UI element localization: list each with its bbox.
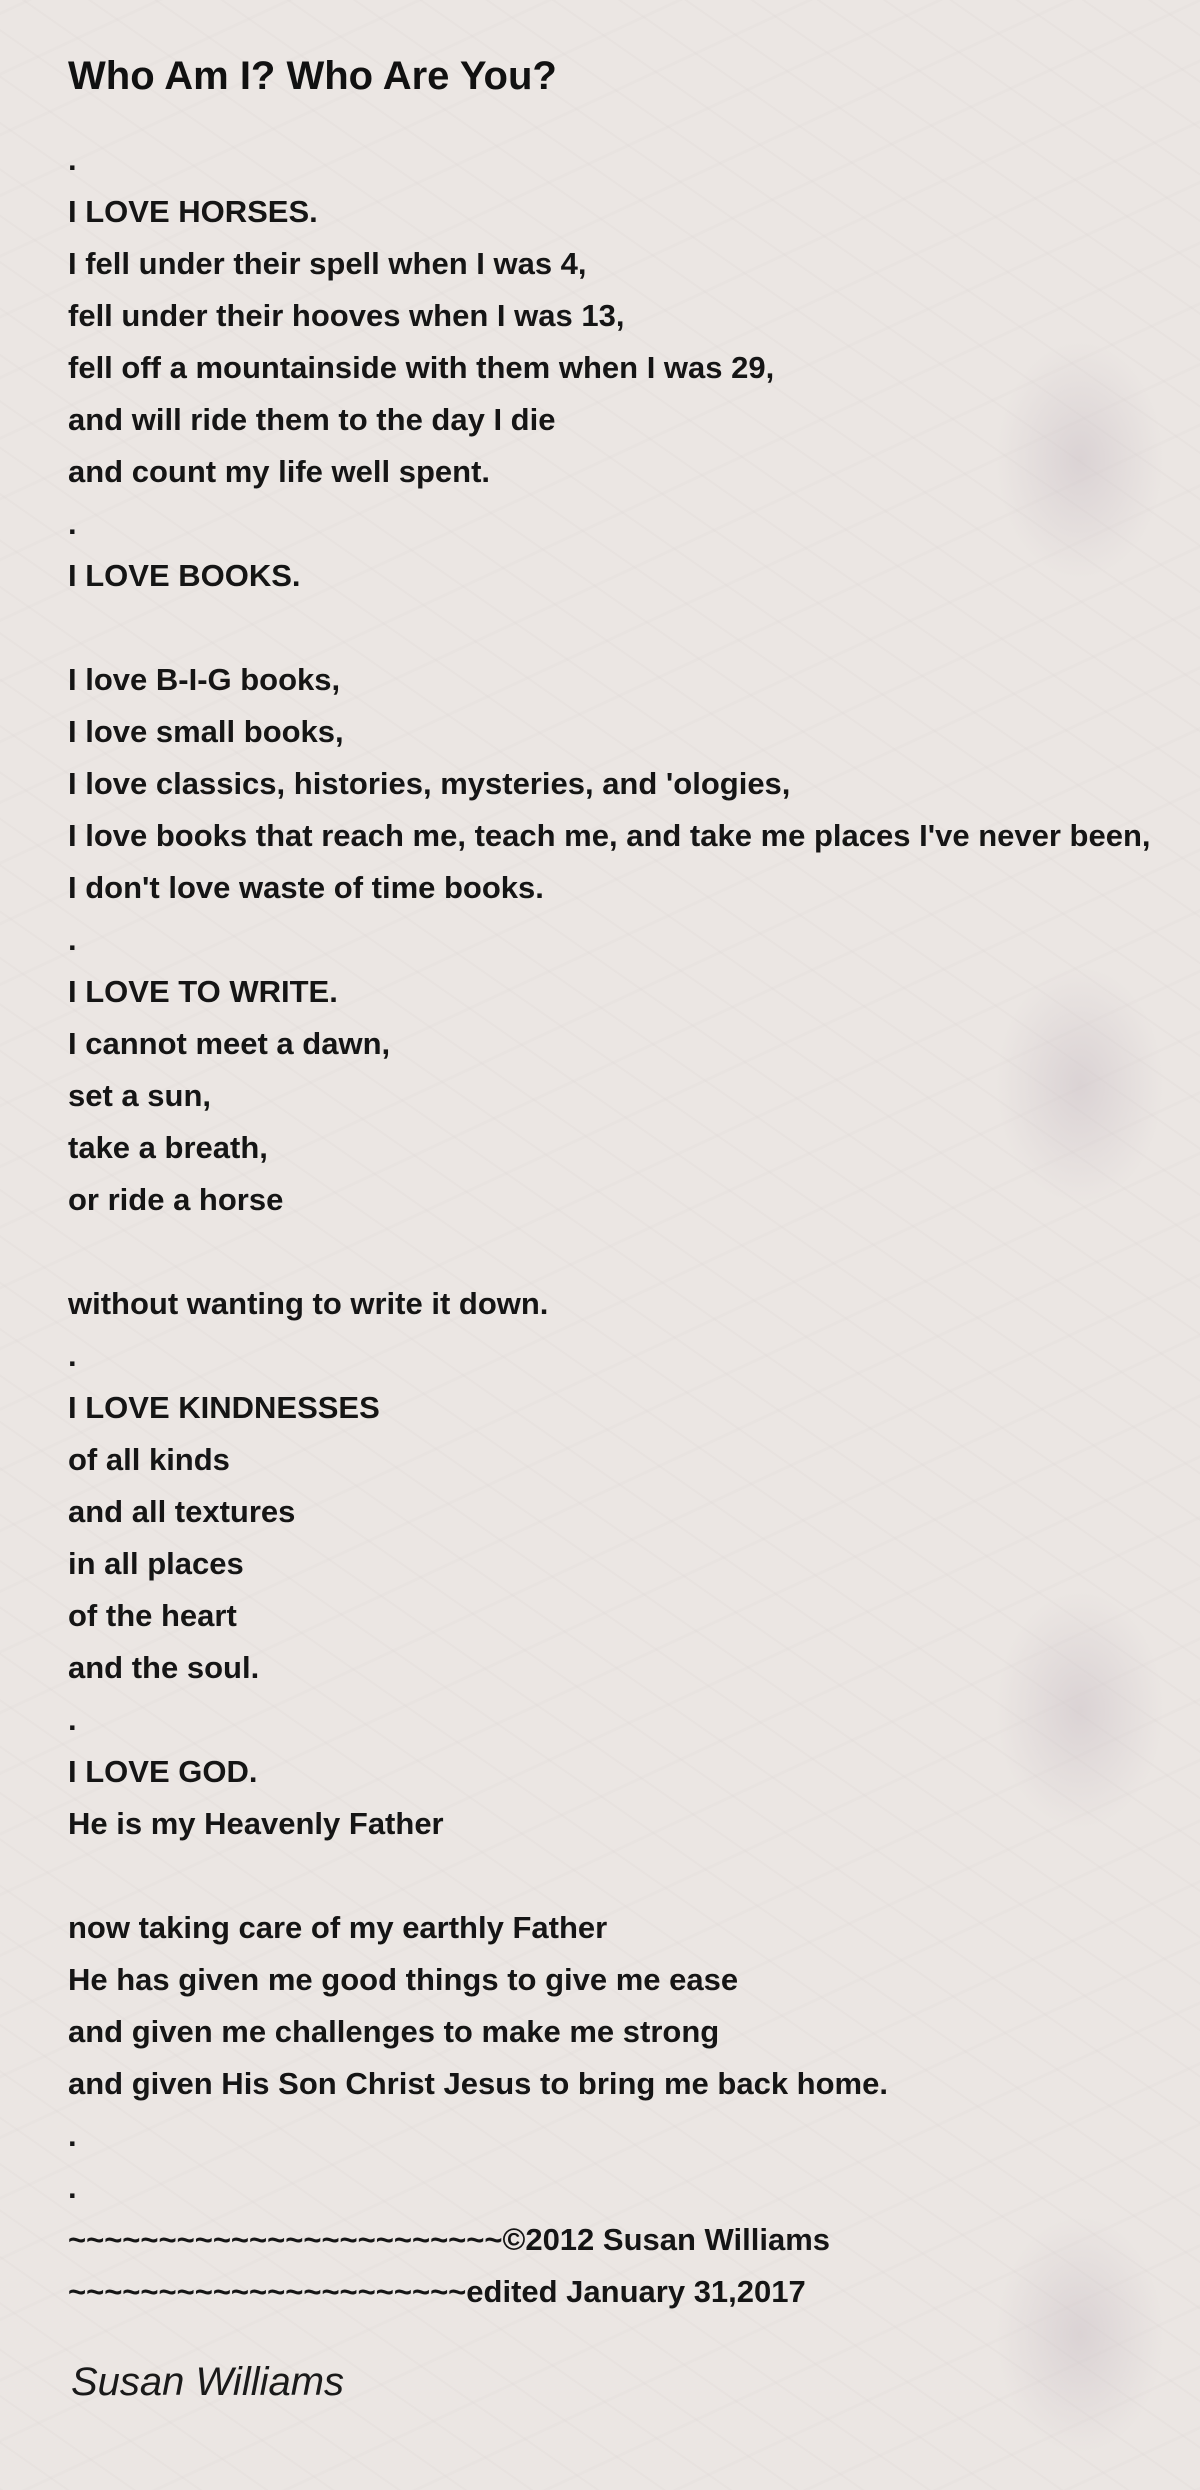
poem-line: He is my Heavenly Father (68, 1806, 444, 1841)
poem-line: fell under their hooves when I was 13, (68, 298, 625, 333)
poem-line: and the soul. (68, 1650, 260, 1685)
poem-line: He has given me good things to give me ease (68, 1962, 739, 1997)
poem-line (68, 602, 1200, 654)
poem-line: . (68, 2170, 77, 2205)
poem-line: I fell under their spell when I was 4, (68, 246, 587, 281)
poem-line: I love books that reach me, teach me, and take me places I've never been, (68, 818, 1151, 853)
poem-line: now taking care of my earthly Father (68, 1910, 608, 1945)
poem-line: I LOVE HORSES. (68, 194, 318, 229)
poem-line: . (68, 142, 77, 177)
poem-line: of the heart (68, 1598, 237, 1633)
poem-body (68, 134, 1200, 2318)
poem-line: I LOVE BOOKS. (68, 558, 301, 593)
poem-line: . (68, 922, 77, 957)
poem-line: . (68, 506, 77, 541)
poem-line: I love classics, histories, mysteries, and 'ologies, (68, 766, 791, 801)
poem-line: I cannot meet a dawn, (68, 1026, 391, 1061)
poem-line: and given me challenges to make me strong (68, 2014, 720, 2049)
poem-page (68, 0, 1200, 2408)
poem-title: Who Am I? Who Are You? (68, 54, 557, 98)
poem-author: Susan Williams (71, 2360, 345, 2404)
poem-line: and given His Son Christ Jesus to bring me back home. (68, 2066, 888, 2101)
poem-line: set a sun, (68, 1078, 211, 1113)
poem-line: I love small books, (68, 714, 344, 749)
poem-line: and will ride them to the day I die (68, 402, 556, 437)
poem-line: ~~~~~~~~~~~~~~~~~~~~~~~~©2012 Susan Williams (68, 2222, 831, 2257)
poem-line: . (68, 1702, 77, 1737)
poem-line: ~~~~~~~~~~~~~~~~~~~~~~edited January 31,2017 (68, 2274, 806, 2309)
poem-line: . (68, 2118, 77, 2153)
poem-line: of all kinds (68, 1442, 230, 1477)
poem-line: I LOVE GOD. (68, 1754, 258, 1789)
poem-line: fell off a mountainside with them when I was 29, (68, 350, 775, 385)
poem-line: take a breath, (68, 1130, 268, 1165)
poem-line: or ride a horse (68, 1182, 284, 1217)
poem-line: and all textures (68, 1494, 296, 1529)
poem-line: without wanting to write it down. (68, 1286, 549, 1321)
poem-line (68, 1850, 1200, 1902)
poem-line: in all places (68, 1546, 244, 1581)
poem-line: and count my life well spent. (68, 454, 491, 489)
poem-line: I don't love waste of time books. (68, 870, 544, 905)
poem-line: . (68, 1338, 77, 1373)
poem-line: I love B-I-G books, (68, 662, 341, 697)
poem-line: I LOVE KINDNESSES (68, 1390, 380, 1425)
poem-line (68, 1226, 1200, 1278)
poem-line: I LOVE TO WRITE. (68, 974, 338, 1009)
